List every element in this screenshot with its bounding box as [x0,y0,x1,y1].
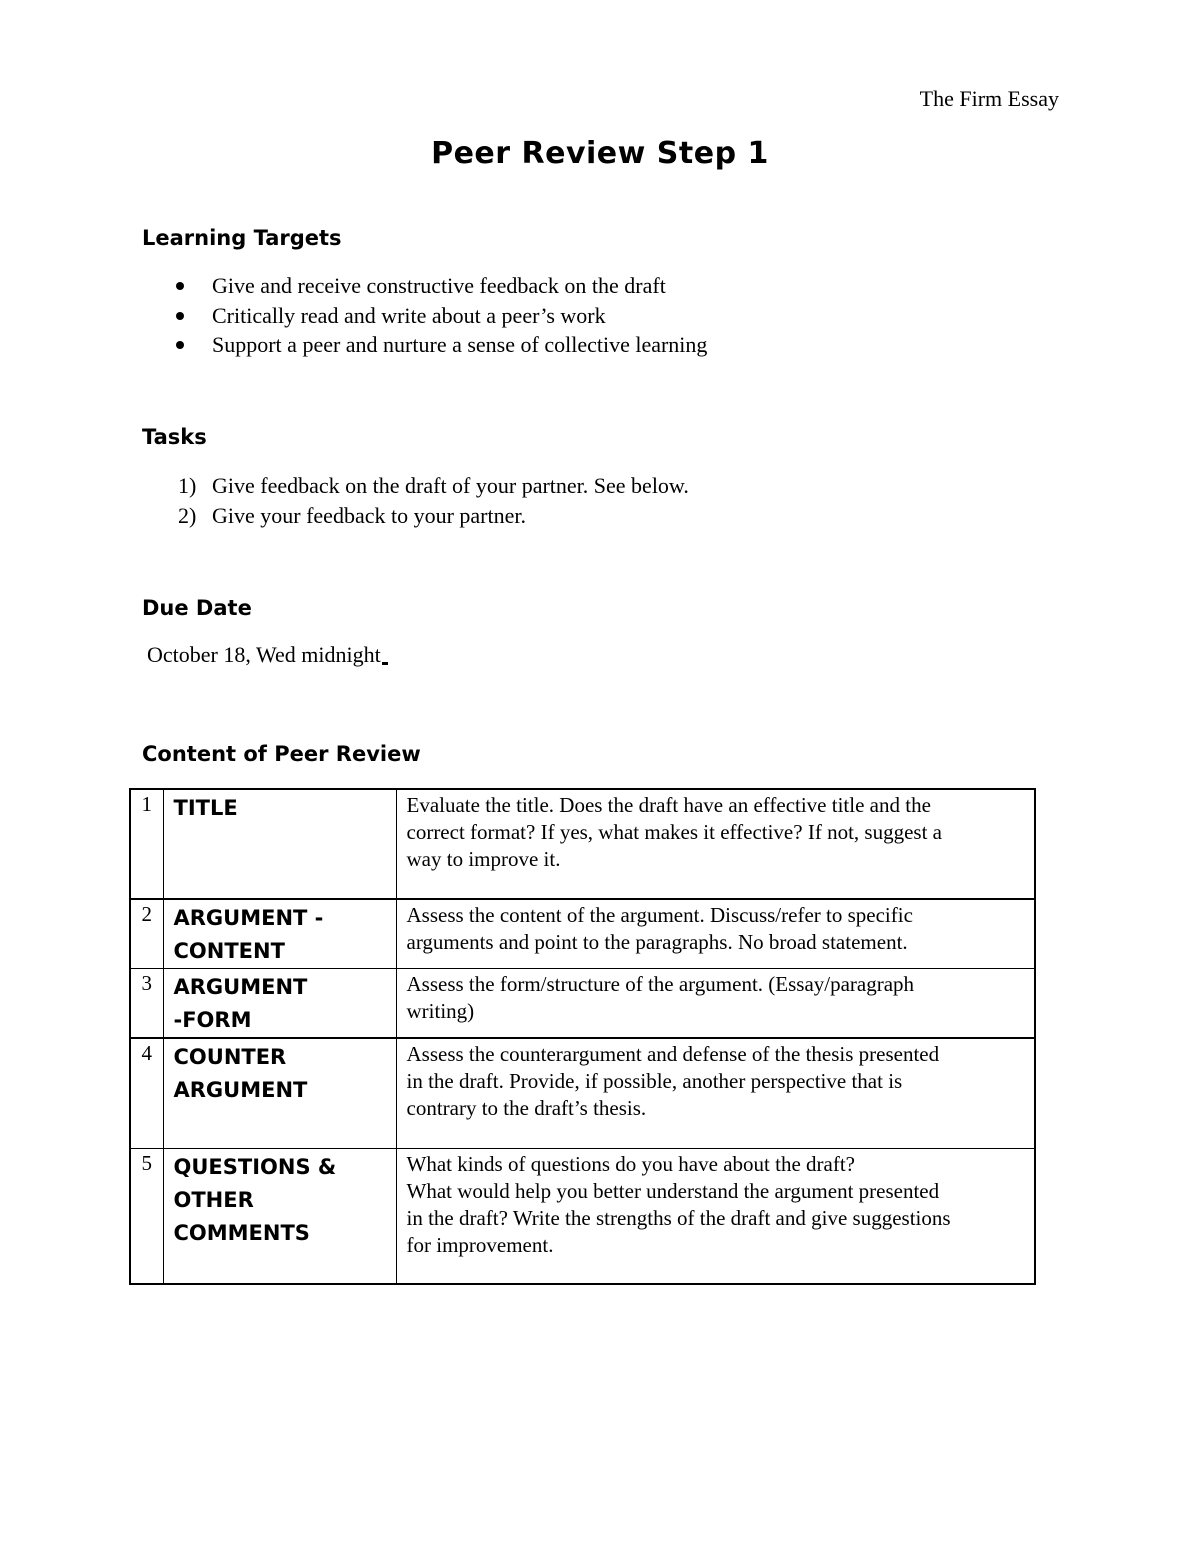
row-description-line: What kinds of questions do you have about the draft? [406,1151,855,1176]
row-description-line: Evaluate the title. Does the draft have an effective title and the [406,793,931,817]
row-label [163,969,396,1039]
list-item [142,330,707,360]
row-label [163,1038,396,1148]
table-row [130,899,1035,969]
row-number: 3 [130,969,163,1039]
row-description-line: way to improve it. [406,847,561,871]
row-description [396,1038,1035,1148]
row-label [163,1148,396,1284]
row-label-line: TITLE [173,796,238,820]
list-item-text: Give and receive constructive feedback on the draft [212,273,666,298]
list-number: 1) [178,473,197,498]
tasks-list [142,471,689,531]
row-label-line: ARGUMENT [173,975,308,999]
row-number: 5 [130,1148,163,1284]
row-label-line: QUESTIONS & [173,1154,337,1179]
table-row [130,789,1035,899]
row-description-line: for improvement. [406,1232,554,1257]
row-description-line: What would help you better understand the argument presented [406,1178,940,1203]
table-row [130,969,1035,1039]
row-label-line: CONTENT [173,939,285,963]
due-date-value: October 18, Wed midnight [147,642,381,667]
list-item [142,271,707,301]
running-header: The Firm Essay [919,86,1059,111]
list-item-text: Give feedback on the draft of your partner. See below. [212,473,689,498]
list-item-text: Critically read and write about a peer’s work [212,302,606,328]
row-label [163,899,396,969]
row-number: 1 [130,789,163,899]
row-label-line: OTHER [173,1187,254,1212]
row-description [396,789,1035,899]
list-number: 2) [178,503,197,528]
row-description-line: arguments and point to the paragraphs. No broad statement. [406,930,908,954]
row-number: 2 [130,899,163,969]
row-label-line: COMMENTS [173,1220,310,1245]
row-description-line: contrary to the draft’s thesis. [406,1096,647,1120]
bullet-icon [176,312,184,320]
bullet-icon [176,341,184,349]
row-label-line: COUNTER [173,1045,287,1069]
page-title: Peer Review Step 1 [431,136,769,171]
list-item [142,471,689,501]
list-item [142,301,707,331]
row-description-line: Assess the content of the argument. Discuss/refer to specific [406,903,913,927]
list-item-text: Support a peer and nurture a sense of collective learning [212,332,708,357]
due-date-heading: Due Date [142,596,252,620]
text-cursor-mark [382,662,388,665]
row-description [396,899,1035,969]
row-description-line: Assess the counterargument and defense of the thesis presented [406,1042,940,1066]
learning-targets-heading: Learning Targets [142,226,342,250]
learning-targets-list [142,271,707,360]
row-label [163,789,396,899]
row-description [396,969,1035,1039]
row-description-line: in the draft? Write the strengths of the draft and give suggestions [406,1205,951,1230]
tasks-heading: Tasks [142,425,207,449]
bullet-icon [176,282,184,290]
table-row [130,1148,1035,1284]
row-number: 4 [130,1038,163,1148]
peer-review-table [129,788,1036,1285]
row-label-line: -FORM [173,1008,252,1032]
row-description-line: in the draft. Provide, if possible, another perspective that is [406,1069,903,1093]
content-heading: Content of Peer Review [142,742,421,766]
row-description-line: writing) [406,999,475,1023]
list-item-text: Give your feedback to your partner. [212,503,526,528]
list-item [142,501,689,531]
due-date-text [147,642,388,668]
row-description-line: correct format? If yes, what makes it effective? If not, suggest a [406,820,942,844]
row-label-line: ARGUMENT [173,1078,308,1102]
row-description [396,1148,1035,1284]
row-label-line: ARGUMENT - [173,906,324,930]
row-description-line: Assess the form/structure of the argument. (Essay/paragraph [406,972,915,996]
table-row [130,1038,1035,1148]
